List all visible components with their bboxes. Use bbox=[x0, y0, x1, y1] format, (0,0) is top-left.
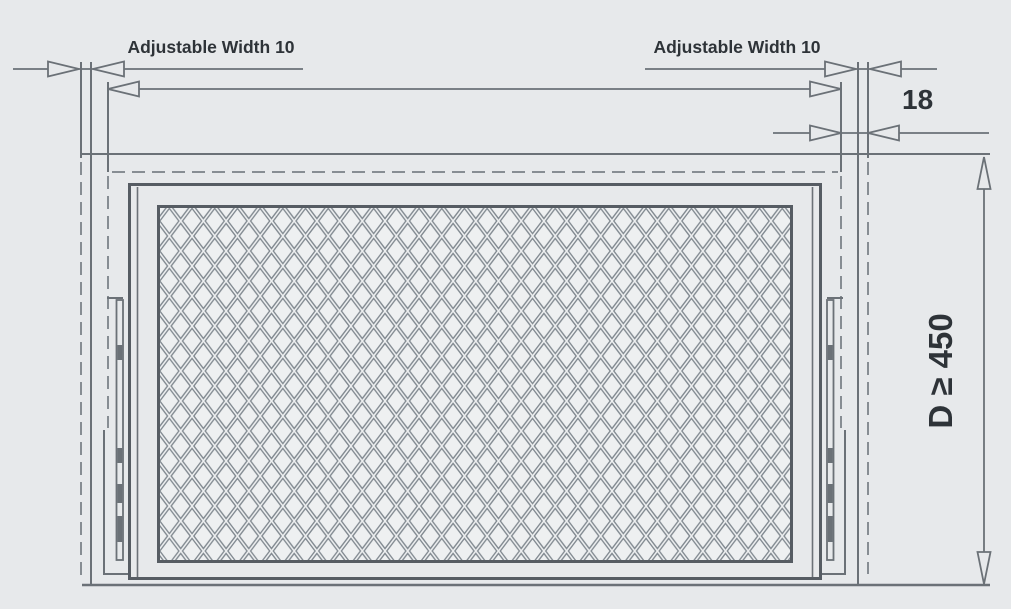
dim-label-adjustable-width-right: Adjustable Width 10 bbox=[653, 37, 821, 57]
dim-label-depth: D ≥ 450 bbox=[922, 313, 959, 429]
dim-label-adjustable-width-left: Adjustable Width 10 bbox=[127, 37, 295, 57]
dim-label-side-gap: 18 bbox=[902, 84, 934, 115]
wire-mesh-panel bbox=[159, 207, 792, 562]
